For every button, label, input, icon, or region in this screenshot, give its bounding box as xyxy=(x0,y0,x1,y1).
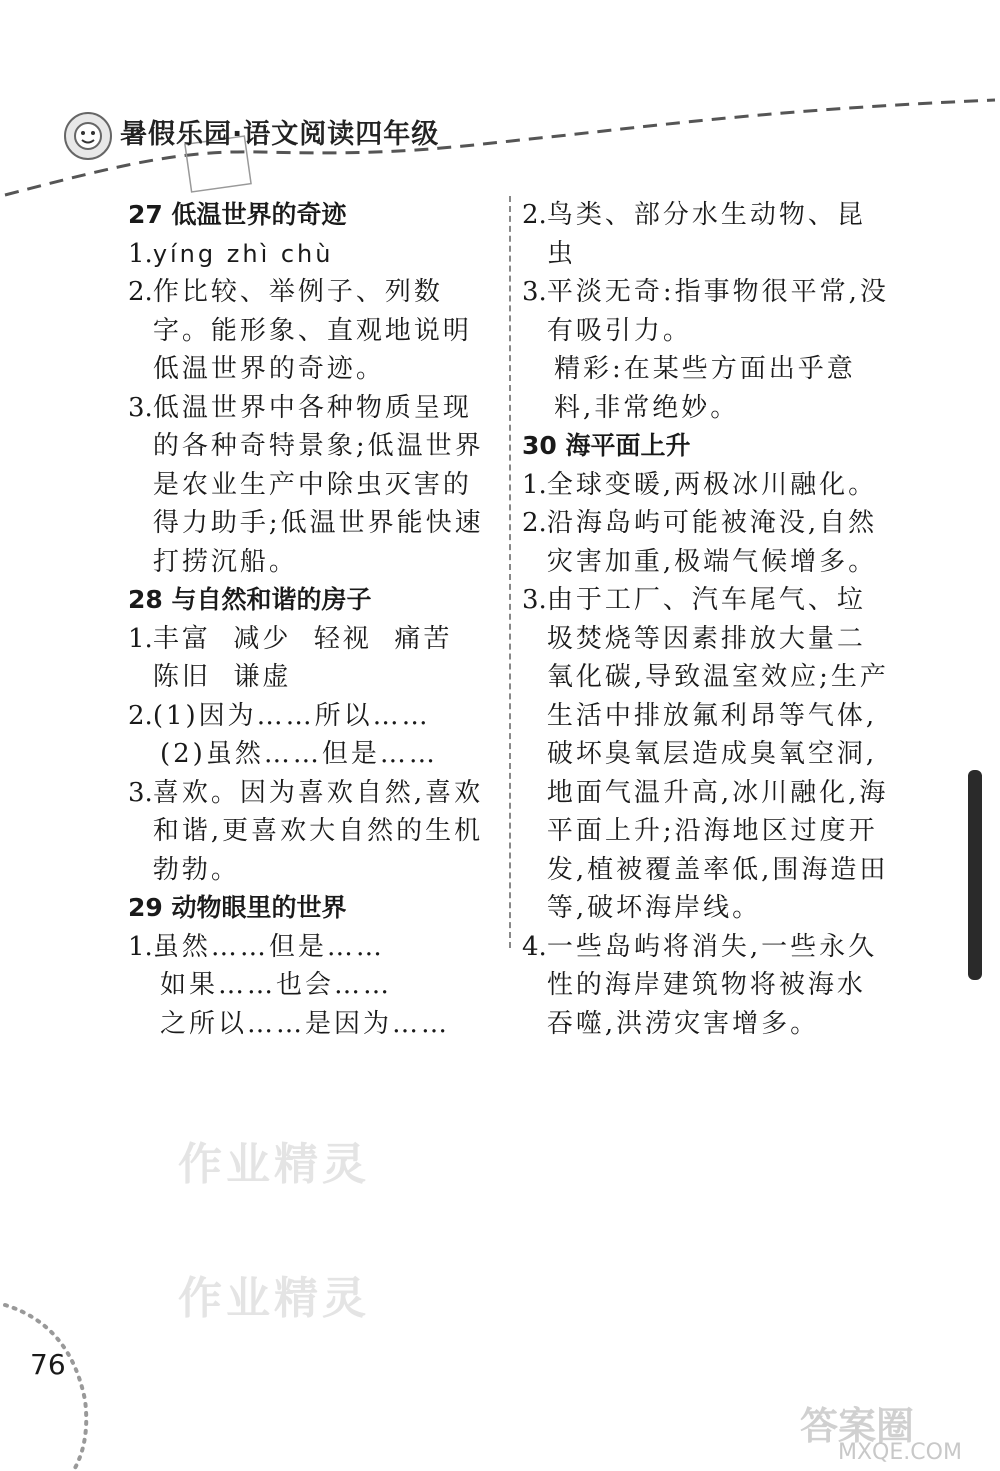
watermark: 作业精灵 xyxy=(178,1273,370,1324)
answer-item: 3. 平淡无奇:指事物很平常,没有吸引力。 xyxy=(522,277,889,346)
section-heading: 27 低温世界的奇迹 xyxy=(128,200,347,229)
answer-item: 1. yíng zhì chù xyxy=(128,238,334,269)
answer-item: 1. 虽然……但是…… xyxy=(128,931,385,962)
left-column xyxy=(128,196,500,1043)
watermark: 作业精灵 xyxy=(178,1139,370,1190)
answer-subline: 精彩:在某些方面出乎意料,非常绝妙。 xyxy=(554,354,856,423)
answer-subline: 之所以……是因为…… xyxy=(160,1008,451,1039)
answer-item: 2. 作比较、举例子、列数字。能形象、直观地说明低温世界的奇迹。 xyxy=(128,277,472,384)
page-header xyxy=(0,0,1000,200)
watermark-url: MXQE.COM xyxy=(838,1440,962,1465)
page-title: 暑假乐园·语文阅读四年级 xyxy=(120,119,440,150)
answer-item: 1. 全球变暖,两极冰川融化。 xyxy=(522,469,878,500)
answer-item: 2. 沿海岛屿可能被淹没,自然灾害加重,极端气候增多。 xyxy=(522,508,878,577)
answer-item: 3. 低温世界中各种物质呈现的各种奇特景象;低温世界是农业生产中除虫灭害的得力助手;低温世界能快速打捞沉船。 xyxy=(128,392,484,577)
answer-item: 3. 喜欢。因为喜欢自然,喜欢和谐,更喜欢大自然的生机勃勃。 xyxy=(128,777,484,885)
column-divider xyxy=(509,196,511,948)
right-column xyxy=(522,196,892,1043)
header-dashed-wave xyxy=(0,0,1000,200)
section-heading: 30 海平面上升 xyxy=(522,431,691,460)
answer-item: 2. (1)因为……所以…… xyxy=(128,700,431,731)
answer-item: 2. 鸟类、部分水生动物、昆虫 xyxy=(522,200,866,269)
watermark-logo: 答案圈 xyxy=(800,1404,915,1448)
answer-item: 4. 一些岛屿将消失,一些永久性的海岸建筑物将被海水吞噬,洪涝灾害增多。 xyxy=(522,931,878,1039)
answer-subline: (2)虽然……但是…… xyxy=(160,739,438,769)
corner-dots xyxy=(0,1300,110,1471)
page-edge-shadow xyxy=(968,770,982,980)
page-number: 76 xyxy=(30,1348,66,1381)
section-heading: 28 与自然和谐的房子 xyxy=(128,585,372,614)
answer-item: 1. 丰富 减少 轻视 痛苦 陈旧 谦虚 xyxy=(128,623,475,692)
answer-item: 3. 由于工厂、汽车尾气、垃圾焚烧等因素排放大量二氧化碳,导致温室效应;生产生活中排放氟利昂等气体,破坏臭氧层造成臭氧空洞,地面气温升高,冰川融化,海平面上升;沿海地区过度开发,植被覆盖率低,围海造田等,破坏海岸线。 xyxy=(522,585,889,923)
header-logo-icon xyxy=(62,110,114,162)
answer-subline: 如果……也会…… xyxy=(160,970,393,1000)
section-heading: 29 动物眼里的世界 xyxy=(128,893,347,922)
